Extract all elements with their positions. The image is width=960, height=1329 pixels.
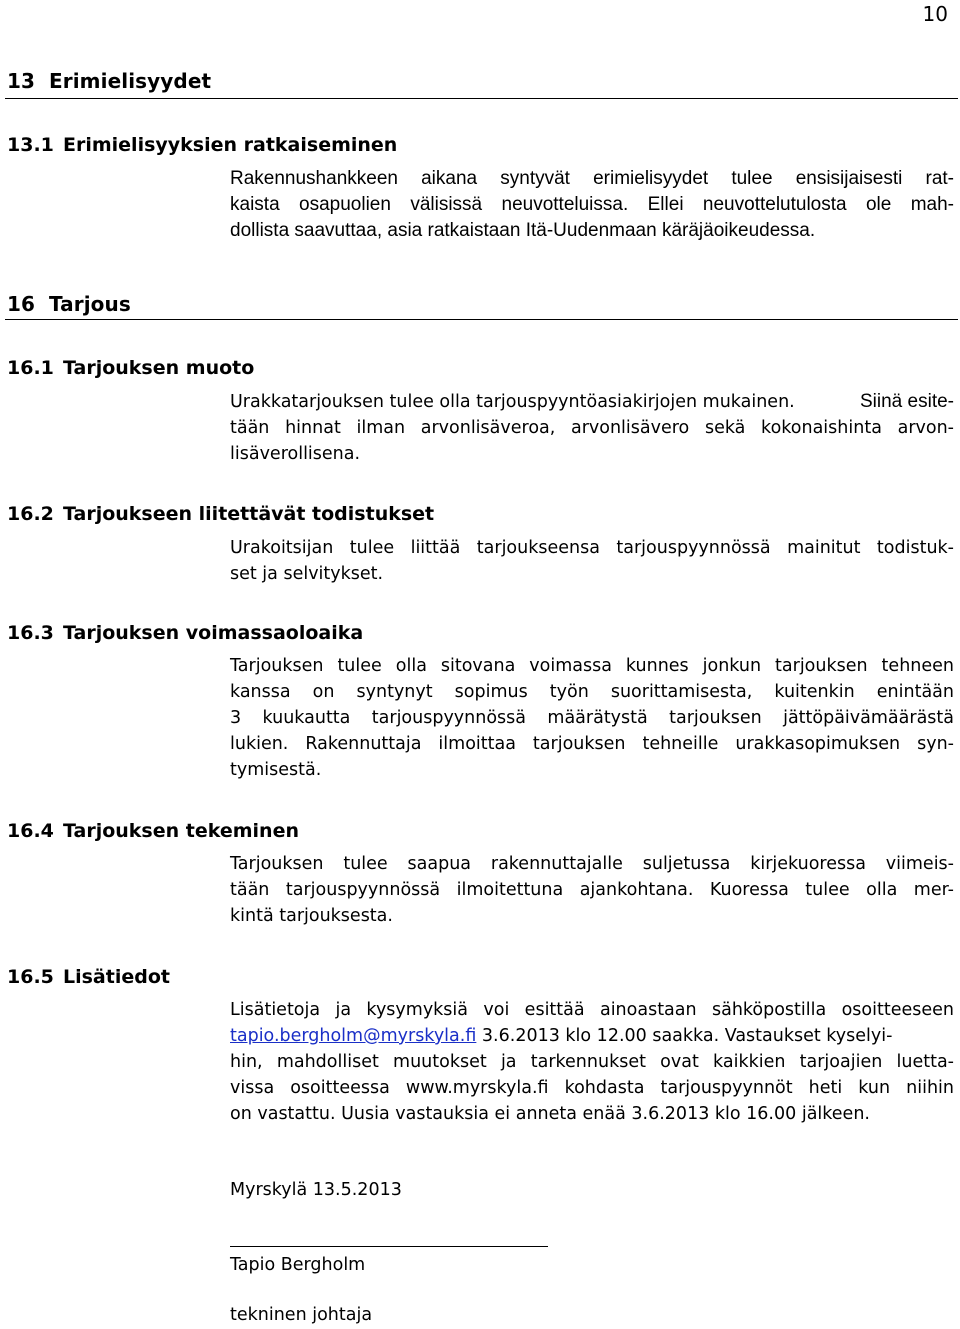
subsection-number: 16.3: [7, 622, 54, 644]
subsection-title: Tarjouksen tekeminen: [63, 820, 299, 842]
subsection-number: 13.1: [7, 134, 54, 156]
subsection-number: 16.5: [7, 966, 54, 988]
subsection-16-3-heading: [7, 621, 363, 645]
text-line: 3 kuukautta tarjouspyynnössä määrätystä tarjouksen jättöpäivämäärästä: [230, 708, 954, 728]
subsection-16-4-body: [230, 851, 954, 929]
text-line: tään tarjouspyynnössä ilmoitettuna ajankohtana. Kuoressa tulee olla mer-: [230, 880, 954, 900]
subsection-title: Erimielisyyksien ratkaiseminen: [63, 134, 398, 156]
subsection-title: Tarjouksen muoto: [63, 357, 255, 379]
text-line: vissa osoitteessa www.myrskyla.fi kohdasta tarjouspyynnöt heti kun niihin: [230, 1078, 954, 1098]
subsection-number: 16.1: [7, 357, 54, 379]
section-title: Tarjous: [49, 292, 131, 316]
text-line: [230, 1023, 954, 1049]
text-span: 3.6.2013 klo 12.00 saakka. Vastaukset kyselyi-: [476, 1026, 893, 1046]
signature-line: [230, 1246, 548, 1247]
subsection-16-3-body: [230, 653, 954, 783]
text-span: Urakkatarjouksen tulee olla tarjouspyyntöasiakirjojen mukainen.: [230, 392, 795, 412]
section-number: 16: [7, 292, 36, 316]
text-line: set ja selvitykset.: [230, 564, 384, 584]
subsection-16-4-heading: [7, 819, 299, 843]
subsection-title: Lisätiedot: [63, 966, 170, 988]
text-line: Tarjouksen tulee olla sitovana voimassa kunnes jonkun tarjouksen tehneen: [230, 656, 954, 676]
text-line: Lisätietoja ja kysymyksiä voi esittää ainoastaan sähköpostilla osoitteeseen: [230, 1000, 954, 1020]
text-line: kanssa on syntynyt sopimus työn suorittamisesta, kuitenkin enintään: [230, 682, 954, 702]
heading-rule: [5, 319, 958, 320]
subsection-13-1-heading: [7, 133, 397, 157]
text-line: kaista osapuolien välisissä neuvotteluissa. Ellei neuvottelutulosta ole mah-: [230, 194, 954, 215]
text-line: [230, 389, 954, 415]
text-line: tään hinnat ilman arvonlisäveroa, arvonlisävero sekä kokonaishinta arvon-: [230, 418, 954, 438]
section-number: 13: [7, 69, 36, 93]
subsection-title: Tarjoukseen liitettävät todistukset: [63, 503, 435, 525]
text-line: on vastattu. Uusia vastauksia ei anneta enää 3.6.2013 klo 16.00 jälkeen.: [230, 1104, 870, 1124]
place-date: Myrskylä 13.5.2013: [230, 1180, 402, 1200]
email-link[interactable]: tapio.bergholm@myrskyla.fi: [230, 1026, 477, 1046]
signatory-role: tekninen johtaja: [230, 1305, 373, 1325]
page-number: 10: [922, 2, 948, 26]
text-line: hin, mahdolliset muutokset ja tarkennukset ovat kaikkien tarjoajien luetta-: [230, 1052, 954, 1072]
text-line: Tarjouksen tulee saapua rakennuttajalle suljetussa kirjekuoressa viimeis-: [230, 854, 954, 874]
subsection-title: Tarjouksen voimassaoloaika: [63, 622, 364, 644]
text-line: kintä tarjouksesta.: [230, 906, 393, 926]
text-line: lukien. Rakennuttaja ilmoittaa tarjouksen tehneille urakkasopimuksen syn-: [230, 734, 954, 754]
text-line: Urakoitsijan tulee liittää tarjoukseensa tarjouspyynnössä mainitut todistuk-: [230, 538, 954, 558]
subsection-number: 16.2: [7, 503, 54, 525]
text-line: Rakennushankkeen aikana syntyvät erimielisyydet tulee ensisijaisesti rat-: [230, 168, 954, 189]
subsection-16-1-body: [230, 389, 954, 467]
subsection-16-2-heading: [7, 502, 434, 526]
section-title: Erimielisyydet: [49, 69, 212, 93]
signatory-name: Tapio Bergholm: [230, 1255, 366, 1275]
text-line: tymisestä.: [230, 760, 322, 780]
subsection-16-5-heading: [7, 965, 170, 989]
subsection-13-1-body: [230, 166, 954, 244]
subsection-16-1-heading: [7, 356, 254, 380]
text-line: dollista saavuttaa, asia ratkaistaan Itä-Uudenmaan käräjäoikeudessa.: [230, 220, 816, 241]
subsection-number: 16.4: [7, 820, 54, 842]
section-13-heading: [7, 69, 211, 93]
heading-rule: [5, 98, 958, 99]
subsection-16-2-body: [230, 535, 954, 587]
text-line: lisäverollisena.: [230, 444, 361, 464]
text-span: Siinä esite-: [860, 391, 954, 412]
section-16-heading: [7, 292, 131, 316]
subsection-16-5-body: [230, 997, 954, 1127]
